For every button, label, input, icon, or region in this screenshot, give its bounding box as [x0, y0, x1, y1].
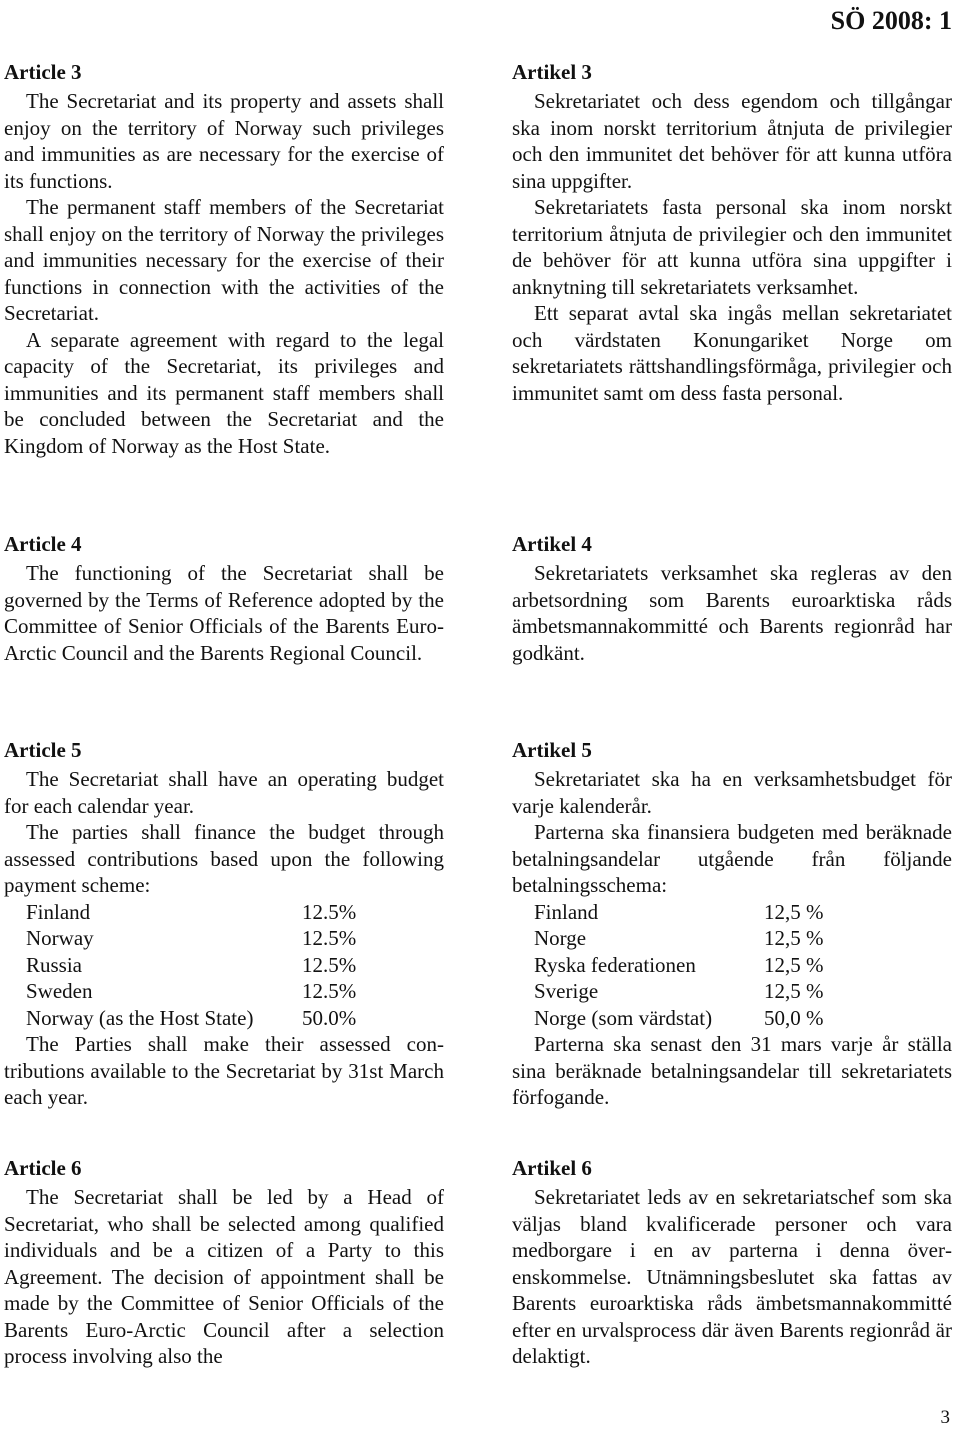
- article-paragraph: The functioning of the Secretariat shall be governed by the Terms of Reference adopted by the Committee of Senior Officials of the Barents Euro-Arctic Council and the Barents Regional Council.: [4, 561, 444, 665]
- article-paragraph: The parties shall finance the budget through assessed contributions based upon the following payment scheme:: [4, 820, 444, 897]
- payment-share: 50,0 %: [764, 1005, 824, 1030]
- article-paragraph: Parterna ska finansiera budgeten med beräknade betalningsandelar utgående från följande betalningsschema:: [512, 820, 952, 897]
- article-heading: Article 5: [4, 738, 82, 762]
- article-paragraph: The Secretariat and its property and assets shall enjoy on the territory of Norway such privileges and immunities as are necessary for the exercise of its functions.: [4, 89, 444, 193]
- payment-row: [512, 952, 952, 979]
- article-4-en: [4, 530, 444, 666]
- payment-share: 12,5 %: [764, 926, 824, 950]
- payment-scheme-table: [4, 899, 444, 1032]
- payment-row: [512, 1005, 952, 1032]
- payment-country: Finland: [534, 899, 599, 924]
- payment-share: 12.5%: [302, 899, 357, 924]
- article-paragraph: Sekretariatets fasta personal ska inom norskt territorium åtnjuta de privilegier och den immunitet de behöver för att kunna utföra sina uppgifter i anknytning till sekretariatets verksamhet.: [512, 195, 952, 299]
- payment-row: [4, 1005, 444, 1032]
- payment-scheme-table: [512, 899, 952, 1032]
- payment-share: 12.5%: [302, 979, 357, 1003]
- article-heading: Artikel 6: [512, 1156, 592, 1180]
- article-paragraph: The Secretariat shall have an operating budget for each calendar year.: [4, 767, 444, 818]
- article-paragraph: Sekretariatets verksamhet ska regleras av den arbetsordning som Barents euroarktiska råds ämbetsmannakommitté och Barents regionråd har godkänt.: [512, 561, 952, 665]
- payment-row: [4, 952, 444, 979]
- payment-country: Russia: [26, 952, 83, 977]
- article-paragraph: Sekretariatet ska ha en verksamhetsbudget för varje kalenderår.: [512, 767, 952, 818]
- payment-row: [4, 925, 444, 952]
- article-4-sv: [512, 530, 952, 666]
- payment-row: [4, 978, 444, 1005]
- payment-share: 12,5 %: [764, 979, 824, 1003]
- article-paragraph: The Secretariat shall be led by a Head of Secretariat, who shall be selected among qualified individuals and be a citizen of a Party to this Agreement. The decision of appointment shall be made by the Committee of Senior Officials of the Barents Euro-Arctic Council after a selection process involving also the: [4, 1185, 444, 1368]
- payment-share: 50.0%: [302, 1005, 357, 1030]
- article-heading: Artikel 5: [512, 738, 592, 762]
- payment-row: [512, 978, 952, 1005]
- article-3-sv: [512, 58, 952, 406]
- payment-row: [512, 925, 952, 952]
- article-paragraph: Sekretariatet leds av en sekretariatschef som ska väljas bland kvalificerade personer och vara medborgare i en av parterna i denna överenskommelse. Utnämningsbeslutet ska fattas av Barents euroarktiska råds ämbetsmannakommitté efter en urvalsprocess där även Barents regionråd är delaktigt.: [512, 1185, 952, 1368]
- article-paragraph: The permanent staff members of the Secretariat shall enjoy on the territory of Norway the privileges and immunities necessary for the exercise of their functions in connection with the activities of the Secretariat.: [4, 195, 444, 325]
- article-paragraph: Ett separat avtal ska ingås mellan sekretariatet och värdstaten Konungariket Norge om sekretariatets rättshandlingsförmåga, privilegier och immunitet samt om dess fasta personal.: [512, 301, 952, 405]
- article-5-sv: [512, 736, 952, 1111]
- payment-country: Sweden: [26, 979, 93, 1003]
- article-paragraph: Sekretariatet och dess egendom och tillgångar ska inom norskt territorium åtnjuta de privilegier och den immunitet det behöver för att kunna utföra sina uppgifter.: [512, 89, 952, 193]
- payment-country: Norway (as the Host State): [26, 1005, 254, 1030]
- article-6-en: [4, 1154, 444, 1370]
- article-5-en: [4, 736, 444, 1111]
- payment-country: Sverige: [534, 979, 599, 1003]
- payment-country: Ryska federationen: [534, 952, 696, 977]
- article-heading: Article 3: [4, 60, 82, 84]
- payment-country: Norge (som värdstat): [534, 1005, 713, 1030]
- payment-row: [4, 899, 444, 926]
- article-paragraph: Parterna ska senast den 31 mars varje år ställa sina beräknade betalningsandelar till sekretariatets förfogande.: [512, 1032, 952, 1109]
- payment-share: 12.5%: [302, 926, 357, 950]
- article-heading: Article 4: [4, 532, 82, 556]
- article-3-en: [4, 58, 444, 459]
- payment-country: Finland: [26, 899, 91, 924]
- payment-share: 12,5 %: [764, 952, 824, 977]
- page-number: 3: [940, 1407, 950, 1428]
- document-code: SÖ 2008: 1: [830, 6, 952, 35]
- payment-row: [512, 899, 952, 926]
- article-heading: Artikel 3: [512, 60, 592, 84]
- payment-country: Norge: [534, 926, 587, 950]
- article-paragraph: A separate agreement with regard to the legal capacity of the Secretariat, its privileges and immunities and its permanent staff members shall be concluded between the Secretariat and the Kingdom of Norway as the Host State.: [4, 327, 444, 458]
- article-heading: Article 6: [4, 1156, 82, 1180]
- article-paragraph: The Parties shall make their assessed contributions available to the Secretariat by 31st March each year.: [4, 1032, 444, 1109]
- article-heading: Artikel 4: [512, 532, 592, 556]
- payment-country: Norway: [26, 926, 94, 950]
- payment-share: 12,5 %: [764, 899, 824, 924]
- article-6-sv: [512, 1154, 952, 1370]
- payment-share: 12.5%: [302, 952, 357, 977]
